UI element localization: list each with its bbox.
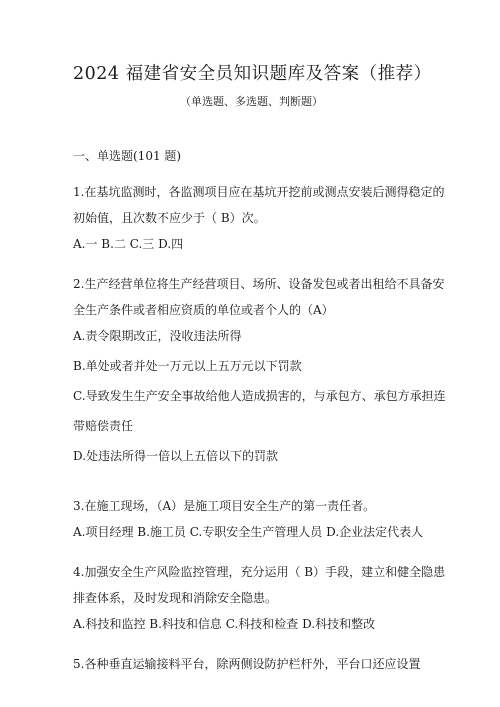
- question-3: [73, 493, 430, 542]
- question-option-b: B.单处或者并处一万元以上五万元以下罚款: [73, 359, 302, 373]
- question-stem-line: 4.加强安全生产风险监控管理，充分运用（ B）手段，建立和健全隐患: [73, 565, 446, 579]
- question-option-c-continued: 带赔偿责任: [73, 419, 134, 433]
- question-stem: [73, 271, 445, 323]
- section-heading: 一、单选题(101 题): [73, 149, 182, 163]
- question-stem: [73, 179, 445, 231]
- question-2: [73, 271, 446, 466]
- question-5: [73, 651, 430, 677]
- question-options: A.科技和监控 B.科技和信息 C.科技和检查 D.科技和整改: [73, 617, 376, 631]
- question-stem: [73, 493, 430, 519]
- question-stem-line: 初始值，且次数不应少于（ B）次。: [73, 211, 266, 225]
- question-1: [73, 179, 445, 254]
- question-options: A.项目经理 B.施工员 C.专职安全生产管理人员 D.企业法定代表人: [73, 525, 424, 539]
- question-stem-line: 全生产条件或者相应资质的单位或者个人的（A）: [73, 303, 334, 317]
- question-stem: [73, 651, 430, 677]
- question-stem-line: 5.各种垂直运输接料平台，除两侧设防护栏杆外，平台口还应设置: [73, 657, 421, 671]
- question-stem-line: 2.生产经营单位将生产经营项目、场所、设备发包或者出租给不具备安: [73, 277, 445, 291]
- question-option-c: C.导致发生生产安全事故给他人造成损害的，与承包方、承包方承担连: [73, 389, 446, 403]
- document-subtitle: （单选题、多选题、判断题）: [180, 95, 323, 108]
- document-title: 2024 福建省安全员知识题库及答案（推荐）: [73, 64, 432, 84]
- question-stem-line: 1.在基坑监测时，各监测项目应在基坑开挖前或测点安装后测得稳定的: [73, 185, 445, 199]
- question-options: A.一 B.二 C.三 D.四: [73, 237, 184, 251]
- question-option-d: D.处违法所得一倍以上五倍以下的罚款: [73, 449, 279, 463]
- question-stem-line: 3.在施工现场，（A）是施工项目安全生产的第一责任者。: [73, 499, 376, 513]
- question-stem: [73, 559, 446, 611]
- question-option-a: A.责令限期改正，没收违法所得: [73, 329, 242, 343]
- question-stem-line: 排查体系，及时发现和消除安全隐患。: [73, 591, 278, 605]
- question-4: [73, 559, 446, 634]
